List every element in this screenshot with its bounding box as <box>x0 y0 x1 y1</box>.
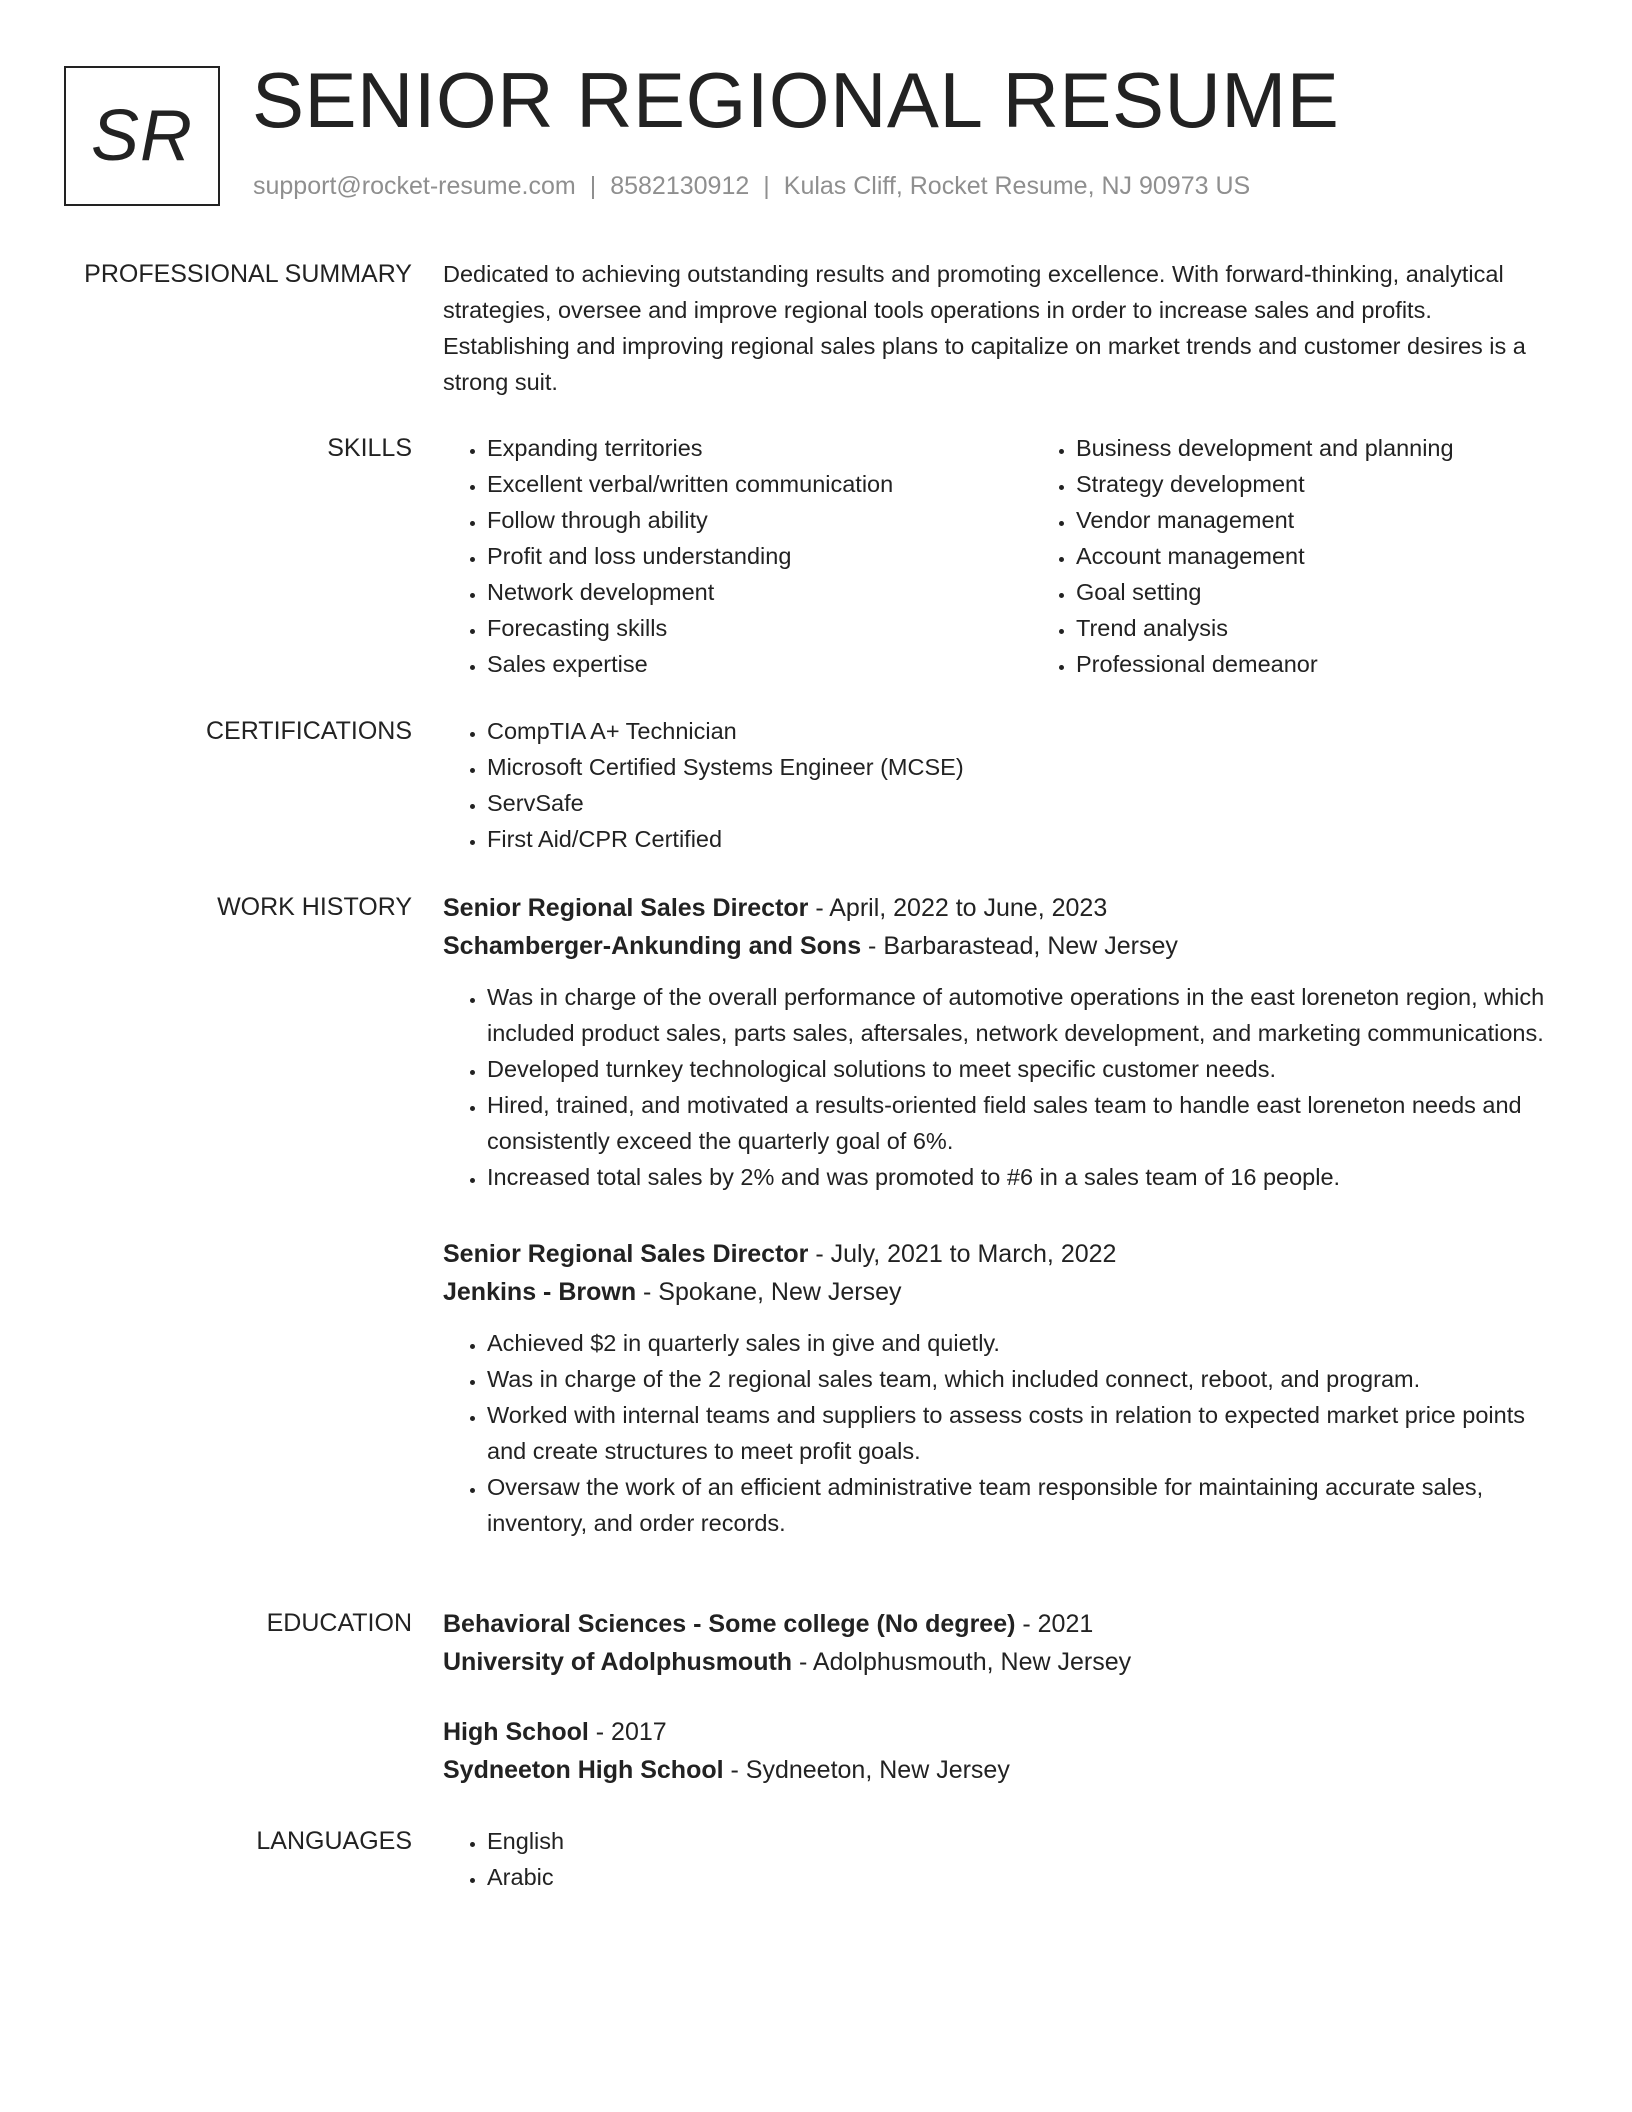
job-location: - Spokane, New Jersey <box>636 1278 902 1306</box>
skills-list-right <box>1032 430 1454 682</box>
contact-email: support@rocket-resume.com <box>253 172 576 200</box>
education-degree-line <box>443 1713 1553 1751</box>
certifications-list <box>443 713 1553 857</box>
work-history-body <box>443 889 1553 1541</box>
list-item: • Increased total sales by 2% and was promoted to #6 in a sales team of 16 people. <box>487 1159 1553 1195</box>
education-school-line <box>443 1643 1553 1681</box>
list-item: • Arabic <box>487 1859 1553 1895</box>
education-degree: Behavioral Sciences - Some college (No degree) <box>443 1610 1016 1638</box>
skills-columns <box>443 430 1553 682</box>
list-item: • Strategy development <box>1076 466 1454 502</box>
list-item: • Excellent verbal/written communication <box>487 466 1032 502</box>
contact-separator: | <box>763 172 770 200</box>
job-title-line <box>443 1235 1553 1273</box>
skills-list-left <box>443 430 1032 682</box>
education-entry <box>443 1713 1553 1789</box>
list-item: • ServSafe <box>487 785 1553 821</box>
job-company: Schamberger-Ankunding and Sons <box>443 932 862 960</box>
education-degree: High School <box>443 1718 589 1746</box>
list-item: • Vendor management <box>1076 502 1454 538</box>
certifications-body <box>443 713 1553 857</box>
monogram-box <box>64 66 220 206</box>
list-item: • Expanding territories <box>487 430 1032 466</box>
education-school: University of Adolphusmouth <box>443 1648 793 1676</box>
job-bullets <box>443 1325 1553 1541</box>
list-item: • Professional demeanor <box>1076 646 1454 682</box>
job-entry <box>443 889 1553 1195</box>
job-title-line <box>443 889 1553 927</box>
contact-phone: 8582130912 <box>610 172 750 200</box>
job-company: Jenkins - Brown <box>443 1278 637 1306</box>
job-entry <box>443 1235 1553 1541</box>
education-degree-line <box>443 1605 1553 1643</box>
languages-list <box>443 1823 1553 1895</box>
list-item: • Was in charge of the overall performance of automotive operations in the east loreneton region, which included product sales, parts sales, aftersales, network development, and marketing communications. <box>487 979 1553 1051</box>
contact-address: Kulas Cliff, Rocket Resume, NJ 90973 US <box>783 172 1251 200</box>
education-body <box>443 1605 1553 1789</box>
resume-title: SENIOR REGIONAL RESUME <box>252 56 1340 144</box>
education-school: Sydneeton High School <box>443 1756 724 1784</box>
list-item: • Goal setting <box>1076 574 1454 610</box>
job-company-line <box>443 927 1553 965</box>
list-item: • CompTIA A+ Technician <box>487 713 1553 749</box>
section-title: EDUCATION <box>266 1609 412 1637</box>
job-dates: - April, 2022 to June, 2023 <box>808 894 1108 922</box>
list-item: • Trend analysis <box>1076 610 1454 646</box>
job-dates: - July, 2021 to March, 2022 <box>808 1240 1117 1268</box>
list-item: • Business development and planning <box>1076 430 1454 466</box>
monogram-initials: SR <box>90 96 194 176</box>
section-title: CERTIFICATIONS <box>205 717 412 745</box>
education-school-line <box>443 1751 1553 1789</box>
list-item: • Follow through ability <box>487 502 1032 538</box>
list-item: • Sales expertise <box>487 646 1032 682</box>
list-item: • English <box>487 1823 1553 1859</box>
list-item: • Oversaw the work of an efficient administrative team responsible for maintaining accurate sales, inventory, and order records. <box>487 1469 1553 1541</box>
contact-separator: | <box>589 172 597 200</box>
section-title: LANGUAGES <box>256 1827 412 1855</box>
job-role: Senior Regional Sales Director <box>443 894 809 922</box>
list-item: • Account management <box>1076 538 1454 574</box>
education-entry <box>443 1605 1553 1681</box>
job-role: Senior Regional Sales Director <box>443 1240 809 1268</box>
education-location: - Adolphusmouth, New Jersey <box>792 1648 1132 1676</box>
summary-text: Dedicated to achieving outstanding results and promoting excellence. With forward-thinking, analytical strategies, oversee and improve regional tools operations in order to increase sales and profits. Establishing and improving regional sales plans to capitalize on market trends and customer desires is a strong suit. <box>443 261 1526 395</box>
list-item: • Was in charge of the 2 regional sales team, which included connect, reboot, and program. <box>487 1361 1553 1397</box>
list-item: • Network development <box>487 574 1032 610</box>
job-location: - Barbarastead, New Jersey <box>861 932 1178 960</box>
education-year: - 2017 <box>588 1718 667 1746</box>
list-item: • Achieved $2 in quarterly sales in give and quietly. <box>487 1325 1553 1361</box>
languages-body <box>443 1823 1553 1895</box>
list-item: • Hired, trained, and motivated a results-oriented field sales team to handle east loreneton needs and consistently exceed the quarterly goal of 6%. <box>487 1087 1553 1159</box>
job-bullets <box>443 979 1553 1195</box>
section-title: WORK HISTORY <box>217 893 412 921</box>
list-item: • Profit and loss understanding <box>487 538 1032 574</box>
contact-line <box>253 172 1250 201</box>
section-title: SKILLS <box>327 434 412 462</box>
education-year: - 2021 <box>1015 1610 1094 1638</box>
list-item: • Worked with internal teams and suppliers to assess costs in relation to expected market price points and create structures to meet profit goals. <box>487 1397 1553 1469</box>
list-item: • Developed turnkey technological solutions to meet specific customer needs. <box>487 1051 1553 1087</box>
list-item: • Microsoft Certified Systems Engineer (MCSE) <box>487 749 1553 785</box>
education-location: - Sydneeton, New Jersey <box>723 1756 1010 1784</box>
list-item: • First Aid/CPR Certified <box>487 821 1553 857</box>
section-title: PROFESSIONAL SUMMARY <box>84 260 412 288</box>
job-company-line <box>443 1273 1553 1311</box>
list-item: • Forecasting skills <box>487 610 1032 646</box>
